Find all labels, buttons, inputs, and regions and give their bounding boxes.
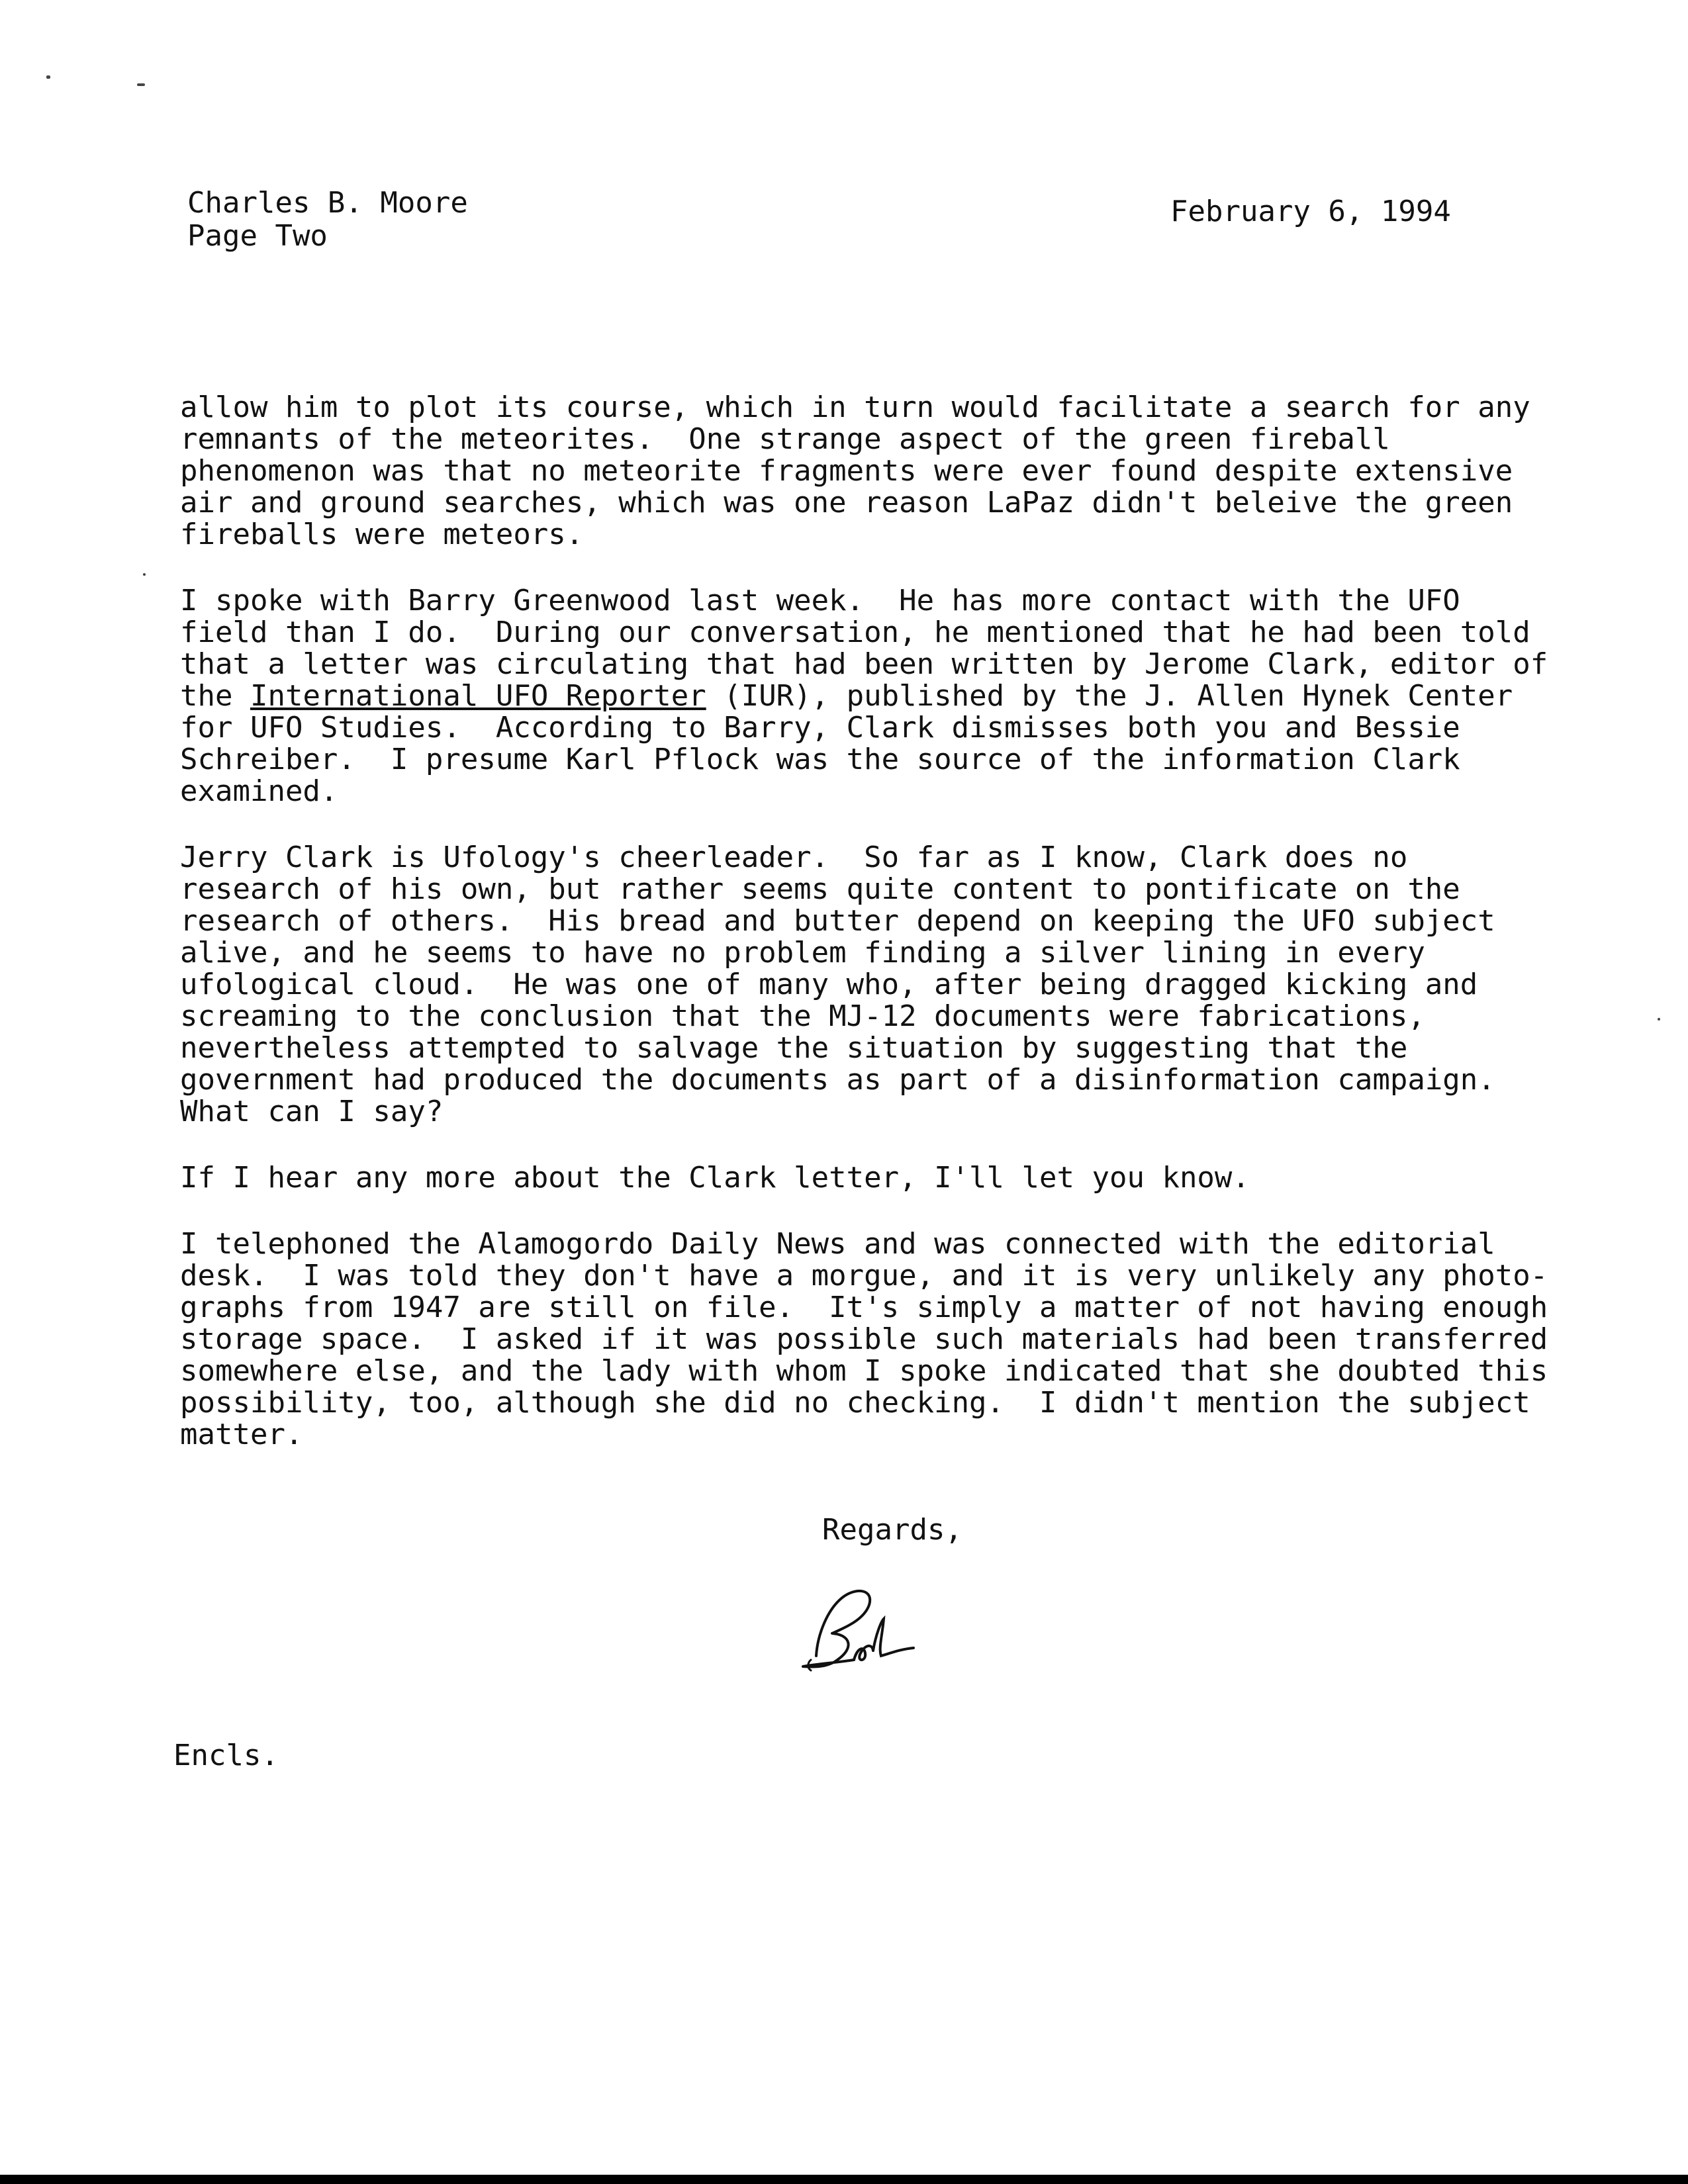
page-label: Page Two: [187, 219, 328, 253]
text-line: for UFO Studies. According to Barry, Clark dismisses both you and Bessie: [180, 711, 1460, 745]
text-line: allow him to plot its course, which in turn would facilitate a search for any: [180, 390, 1530, 424]
scan-speck: [143, 573, 146, 576]
text-line: graphs from 1947 are still on file. It's simply a matter of not having enough: [180, 1291, 1548, 1324]
text-line: desk. I was told they don't have a morgue, and it is very unlikely any photo-: [180, 1259, 1548, 1293]
text-line: research of his own, but rather seems quite content to pontificate on the: [180, 872, 1460, 906]
enclosures-note: Encls.: [173, 1739, 279, 1772]
scan-speck: [137, 83, 145, 86]
text-line: field than I do. During our conversation, he mentioned that he had been told: [180, 615, 1530, 649]
paragraph-5: [180, 1227, 1548, 1451]
text-line: Jerry Clark is Ufology's cheerleader. So far as I know, Clark does no: [180, 841, 1408, 874]
recipient-header: [187, 187, 468, 253]
text-line: remnants of the meteorites. One strange aspect of the green fireball: [180, 422, 1390, 456]
closing-salutation: Regards,: [822, 1513, 962, 1547]
letter-date: February 6, 1994: [1170, 195, 1451, 228]
text-line: (IUR), published by the J. Allen Hynek Center: [706, 679, 1513, 713]
text-line: air and ground searches, which was one reason LaPaz didn't beleive the green: [180, 486, 1513, 520]
paragraph-4: [180, 1162, 1497, 1194]
scan-speck: [46, 75, 50, 79]
bottom-border: [0, 2175, 1688, 2184]
publication-title: International UFO Reporter: [250, 679, 706, 713]
recipient-name: Charles B. Moore: [187, 186, 468, 220]
letter-body: [180, 390, 1548, 1485]
text-line: possibility, too, although she did no checking. I didn't mention the subject: [180, 1386, 1530, 1420]
text-line: ufological cloud. He was one of many who, after being dragged kicking and: [180, 968, 1478, 1001]
text-line: somewhere else, and the lady with whom I spoke indicated that she doubted this: [180, 1354, 1548, 1388]
text-line: the: [180, 679, 250, 713]
paragraph-1: [180, 390, 1530, 551]
text-line: government had produced the documents as part of a disinformation campaign.: [180, 1063, 1495, 1097]
paragraph-3: [180, 842, 1497, 1128]
text-line: If I hear any more about the Clark letter, I'll let you know.: [180, 1161, 1250, 1195]
text-line: fireballs were meteors.: [180, 518, 584, 551]
text-line: storage space. I asked if it was possible such materials had been transferred: [180, 1322, 1548, 1356]
text-line: What can I say?: [180, 1095, 444, 1128]
text-line: nevertheless attempted to salvage the situation by suggesting that the: [180, 1031, 1408, 1065]
text-line: Schreiber. I presume Karl Pflock was the source of the information Clark: [180, 743, 1460, 776]
text-line: examined.: [180, 774, 338, 808]
scan-speck: [1658, 1018, 1660, 1021]
text-line: research of others. His bread and butter depend on keeping the UFO subject: [180, 904, 1495, 938]
paragraph-2: [180, 584, 1548, 808]
handwritten-signature: [791, 1582, 923, 1701]
text-line: matter.: [180, 1418, 303, 1451]
text-line: alive, and he seems to have no problem finding a silver lining in every: [180, 936, 1425, 970]
text-line: I telephoned the Alamogordo Daily News and was connected with the editorial: [180, 1227, 1495, 1261]
text-line: that a letter was circulating that had been written by Jerome Clark, editor of: [180, 647, 1548, 681]
text-line: screaming to the conclusion that the MJ-12 documents were fabrications,: [180, 999, 1425, 1033]
text-line: phenomenon was that no meteorite fragments were ever found despite extensive: [180, 454, 1513, 488]
text-line: I spoke with Barry Greenwood last week. He has more contact with the UFO: [180, 584, 1460, 617]
